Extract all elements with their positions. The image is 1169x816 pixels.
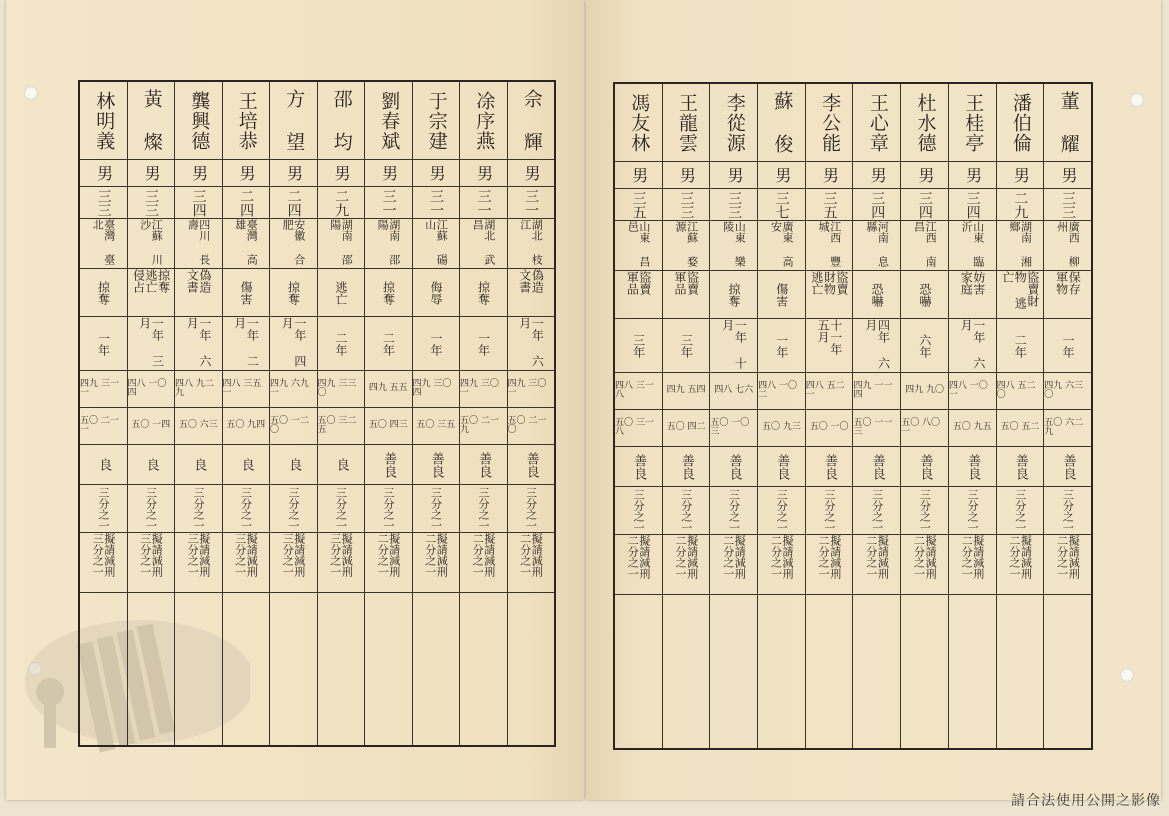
blank-cell <box>949 595 996 748</box>
age-cell: 三四 <box>901 189 948 221</box>
proposal-cell: 擬請減刑 三分之一 <box>128 533 175 593</box>
served-ratio-cell: 三分之一 <box>758 487 805 535</box>
origin-cell: 廣西 柳州 <box>1044 221 1091 271</box>
served-ratio-cell: 三分之一 <box>806 487 853 535</box>
age-cell: 三四 <box>175 187 222 219</box>
origin-cell: 江蘇 婺源 <box>663 221 710 271</box>
crime-cell: 恐嚇 <box>901 271 948 319</box>
proposal-cell: 擬請減刑 二分之一 <box>508 533 555 593</box>
age-cell: 二九 <box>997 189 1044 221</box>
date-cell: 五〇 四三 <box>365 408 412 445</box>
date-cell: 四九 九〇 <box>901 373 948 410</box>
conduct-cell: 良 <box>318 445 365 485</box>
proposal-cell: 擬請減刑 二分之一 <box>997 535 1044 595</box>
prisoner-record-column <box>459 82 507 745</box>
origin-cell: 河南 息縣 <box>853 221 900 271</box>
date-cell: 五〇 九三 <box>758 410 805 447</box>
date-cell: 四八 一〇一 <box>949 373 996 410</box>
date-cell: 五〇 八〇一 <box>901 410 948 447</box>
prisoner-record-column <box>805 84 853 748</box>
sex-cell: 男 <box>1044 162 1091 189</box>
origin-cell: 湖北 武昌 <box>460 219 507 269</box>
sex-cell: 男 <box>710 162 757 189</box>
crime-cell: 掠奪 逃亡 侵占 <box>128 269 175 317</box>
served-ratio-cell: 三分之一 <box>460 485 507 533</box>
binder-hole <box>1120 668 1134 682</box>
proposal-cell: 擬請減刑 二分之一 <box>615 535 662 595</box>
name-cell: 龔興德 <box>175 82 222 160</box>
sentence-term-cell: 一年 二月 <box>223 317 270 371</box>
sentence-term-cell: 二年 <box>997 319 1044 373</box>
proposal-cell: 擬請減刑 二分之一 <box>758 535 805 595</box>
origin-cell: 湖南 邵陽 <box>318 219 365 269</box>
date-cell: 四九 三〇一 <box>460 371 507 408</box>
blank-cell <box>1044 595 1091 748</box>
age-cell: 三一 <box>460 187 507 219</box>
sentence-term-cell: 一年 六月 <box>508 317 555 371</box>
date-cell: 四九 五四 <box>663 373 710 410</box>
origin-cell: 江蘇 川沙 <box>128 219 175 269</box>
conduct-cell: 善良 <box>853 447 900 487</box>
date-cell: 四八 九二九 <box>175 371 222 408</box>
prisoner-record-column <box>269 82 317 745</box>
date-cell: 五〇 一二〇 <box>270 408 317 445</box>
date-cell: 五〇 三二五 <box>318 408 365 445</box>
crime-cell: 掠奪 <box>365 269 412 317</box>
prisoner-record-column <box>364 82 412 745</box>
conduct-cell: 善良 <box>997 447 1044 487</box>
crime-cell: 偽造 文書 <box>175 269 222 317</box>
proposal-cell: 擬請減刑 二分之一 <box>365 533 412 593</box>
prisoner-record-column <box>900 84 948 748</box>
origin-cell: 江西 南昌 <box>901 221 948 271</box>
sentence-term-cell: 二年 <box>365 317 412 371</box>
served-ratio-cell: 三分之一 <box>80 485 127 533</box>
blank-cell <box>901 595 948 748</box>
sentence-term-cell: 一年 六月 <box>175 317 222 371</box>
age-cell: 三五 <box>806 189 853 221</box>
date-cell: 四八 五二〇 <box>997 373 1044 410</box>
conduct-cell: 良 <box>223 445 270 485</box>
prisoner-record-column <box>317 82 365 745</box>
conduct-cell: 善良 <box>663 447 710 487</box>
origin-cell: 山東 樂陵 <box>710 221 757 271</box>
name-cell: 李從源 <box>710 84 757 162</box>
crime-cell: 掠奪 <box>80 269 127 317</box>
name-cell: 方 望 <box>270 82 317 160</box>
name-cell: 王龍雲 <box>663 84 710 162</box>
blank-cell <box>80 593 127 745</box>
name-cell: 黃 燦 <box>128 82 175 160</box>
sentence-term-cell: 一年 四月 <box>270 317 317 371</box>
sex-cell: 男 <box>270 160 317 187</box>
sex-cell: 男 <box>997 162 1044 189</box>
sentence-term-cell: 一年 <box>413 317 460 371</box>
sex-cell: 男 <box>615 162 662 189</box>
proposal-cell: 擬請減刑 三分之一 <box>270 533 317 593</box>
proposal-cell: 擬請減刑 二分之一 <box>1044 535 1091 595</box>
sentence-term-cell: 一年 六月 <box>949 319 996 373</box>
name-cell: 邵 均 <box>318 82 365 160</box>
crime-cell: 盜賣財物 逃亡 <box>997 271 1044 319</box>
prisoner-record-column <box>996 84 1044 748</box>
blank-cell <box>853 595 900 748</box>
prisoner-record-column <box>852 84 900 748</box>
age-cell: 三五 <box>615 189 662 221</box>
usage-watermark: 請合法使用公開之影像 <box>1011 793 1161 809</box>
sentence-term-cell: 三年 <box>615 319 662 373</box>
name-cell: 董 耀 <box>1044 84 1091 162</box>
date-cell: 五〇 三五 <box>413 408 460 445</box>
age-cell: 三七 <box>758 189 805 221</box>
date-cell: 五〇 一〇 <box>806 410 853 447</box>
served-ratio-cell: 三分之一 <box>1044 487 1091 535</box>
origin-cell: 廣東 高安 <box>758 221 805 271</box>
crime-cell: 盜賣 財物 逃亡 <box>806 271 853 319</box>
date-cell: 四八 七六 <box>710 373 757 410</box>
date-cell: 四九 六九一 <box>270 371 317 408</box>
blank-cell <box>128 593 175 745</box>
conduct-cell: 良 <box>128 445 175 485</box>
crime-cell: 保存 軍物 <box>1044 271 1091 319</box>
date-cell: 五〇 三一八 <box>615 410 662 447</box>
date-cell: 五〇 一一三 <box>853 410 900 447</box>
sentence-term-cell: 一年 十月 <box>710 319 757 373</box>
served-ratio-cell: 三分之一 <box>128 485 175 533</box>
crime-cell: 侮辱 <box>413 269 460 317</box>
conduct-cell: 善良 <box>806 447 853 487</box>
served-ratio-cell: 三分之一 <box>663 487 710 535</box>
prisoner-record-column <box>127 82 175 745</box>
prisoner-record-column <box>1043 84 1091 748</box>
prisoner-record-column <box>615 84 662 748</box>
crime-cell: 逃亡 <box>318 269 365 317</box>
origin-cell: 湖北 枝江 <box>508 219 555 269</box>
sex-cell: 男 <box>663 162 710 189</box>
left-register-table <box>78 80 556 747</box>
name-cell: 林明義 <box>80 82 127 160</box>
sex-cell: 男 <box>853 162 900 189</box>
date-cell: 四九 三一一 <box>80 371 127 408</box>
age-cell: 二九 <box>318 187 365 219</box>
sex-cell: 男 <box>758 162 805 189</box>
served-ratio-cell: 三分之一 <box>853 487 900 535</box>
date-cell: 五〇 一〇三 <box>710 410 757 447</box>
conduct-cell: 善良 <box>365 445 412 485</box>
blank-cell <box>318 593 365 745</box>
sex-cell: 男 <box>949 162 996 189</box>
conduct-cell: 善良 <box>1044 447 1091 487</box>
served-ratio-cell: 三分之一 <box>508 485 555 533</box>
date-cell: 五〇 二一〇 <box>508 408 555 445</box>
age-cell: 三一 <box>508 187 555 219</box>
proposal-cell: 擬請減刑 二分之一 <box>710 535 757 595</box>
age-cell: 三四 <box>949 189 996 221</box>
blank-cell <box>460 593 507 745</box>
origin-cell: 安徽 合肥 <box>270 219 317 269</box>
served-ratio-cell: 三分之一 <box>997 487 1044 535</box>
crime-cell: 掠奪 <box>460 269 507 317</box>
name-cell: 劉春斌 <box>365 82 412 160</box>
date-cell: 五〇 九五 <box>949 410 996 447</box>
name-cell: 李公能 <box>806 84 853 162</box>
blank-cell <box>710 595 757 748</box>
proposal-cell: 擬請減刑 二分之一 <box>413 533 460 593</box>
age-cell: 三一 <box>365 187 412 219</box>
date-cell: 四八 三五一 <box>223 371 270 408</box>
conduct-cell: 善良 <box>615 447 662 487</box>
date-cell: 四八 一〇二 <box>758 373 805 410</box>
crime-cell: 妨害 家庭 <box>949 271 996 319</box>
date-cell: 五〇 一四 <box>128 408 175 445</box>
proposal-cell: 擬請減刑 二分之一 <box>663 535 710 595</box>
name-cell: 王培恭 <box>223 82 270 160</box>
crime-cell: 傷害 <box>223 269 270 317</box>
conduct-cell: 善良 <box>710 447 757 487</box>
name-cell: 王桂亭 <box>949 84 996 162</box>
sentence-term-cell: 三年 <box>663 319 710 373</box>
proposal-cell: 擬請減刑 二分之一 <box>901 535 948 595</box>
conduct-cell: 善良 <box>758 447 805 487</box>
prisoner-record-column <box>948 84 996 748</box>
origin-cell: 山東 臨沂 <box>949 221 996 271</box>
blank-cell <box>806 595 853 748</box>
date-cell: 五〇 二一一 <box>80 408 127 445</box>
proposal-cell: 擬請減刑 二分之一 <box>806 535 853 595</box>
proposal-cell: 擬請減刑 二分之一 <box>460 533 507 593</box>
served-ratio-cell: 三分之一 <box>710 487 757 535</box>
sex-cell: 男 <box>128 160 175 187</box>
binder-hole <box>24 86 38 100</box>
sentence-term-cell: 一年 <box>80 317 127 371</box>
origin-cell: 臺灣 臺北 <box>80 219 127 269</box>
blank-cell <box>413 593 460 745</box>
name-cell: 杜水德 <box>901 84 948 162</box>
age-cell: 三三 <box>663 189 710 221</box>
sex-cell: 男 <box>508 160 555 187</box>
prisoner-record-column <box>222 82 270 745</box>
proposal-cell: 擬請減刑 二分之一 <box>949 535 996 595</box>
conduct-cell: 良 <box>175 445 222 485</box>
age-cell: 二四 <box>270 187 317 219</box>
sex-cell: 男 <box>175 160 222 187</box>
conduct-cell: 善良 <box>508 445 555 485</box>
blank-cell <box>758 595 805 748</box>
proposal-cell: 擬請減刑 三分之一 <box>223 533 270 593</box>
name-cell: 蘇 俊 <box>758 84 805 162</box>
name-cell: 于宗建 <box>413 82 460 160</box>
proposal-cell: 擬請減刑 二分之一 <box>853 535 900 595</box>
conduct-cell: 善良 <box>460 445 507 485</box>
blank-cell <box>508 593 555 745</box>
conduct-cell: 良 <box>270 445 317 485</box>
sentence-term-cell: 一年 三月 <box>128 317 175 371</box>
date-cell: 四九 六三〇 <box>1044 373 1091 410</box>
proposal-cell: 擬請減刑 三分之一 <box>175 533 222 593</box>
blank-cell <box>997 595 1044 748</box>
date-cell: 四九 三〇一 <box>508 371 555 408</box>
prisoner-record-column <box>757 84 805 748</box>
sex-cell: 男 <box>223 160 270 187</box>
origin-cell: 湖南 湘鄉 <box>997 221 1044 271</box>
sex-cell: 男 <box>806 162 853 189</box>
sentence-term-cell: 一年 <box>1044 319 1091 373</box>
origin-cell: 湖南 邵陽 <box>365 219 412 269</box>
prisoner-record-column <box>80 82 127 745</box>
date-cell: 四八 五二一 <box>806 373 853 410</box>
right-register-table <box>613 82 1093 750</box>
served-ratio-cell: 三分之一 <box>175 485 222 533</box>
date-cell: 五〇 九四 <box>223 408 270 445</box>
sex-cell: 男 <box>901 162 948 189</box>
origin-cell: 臺灣 高雄 <box>223 219 270 269</box>
sentence-term-cell: 四年 六月 <box>853 319 900 373</box>
sex-cell: 男 <box>460 160 507 187</box>
date-cell: 四八 三一八 <box>615 373 662 410</box>
date-cell: 四八 一〇四 <box>128 371 175 408</box>
conduct-cell: 善良 <box>949 447 996 487</box>
date-cell: 五〇 五二 <box>997 410 1044 447</box>
origin-cell: 江西 豐城 <box>806 221 853 271</box>
blank-cell <box>663 595 710 748</box>
proposal-cell: 擬請減刑 三分之一 <box>80 533 127 593</box>
date-cell: 五〇 六三 <box>175 408 222 445</box>
origin-cell: 山東 昌邑 <box>615 221 662 271</box>
sentence-term-cell: 六年 <box>901 319 948 373</box>
sentence-term-cell: 一年 <box>460 317 507 371</box>
date-cell: 四九 一一四 <box>853 373 900 410</box>
date-cell: 四九 五五 <box>365 371 412 408</box>
age-cell: 三四 <box>853 189 900 221</box>
crime-cell: 掠奪 <box>710 271 757 319</box>
crime-cell: 偽造 文書 <box>508 269 555 317</box>
conduct-cell: 善良 <box>413 445 460 485</box>
sentence-term-cell: 十一年 五月 <box>806 319 853 373</box>
sex-cell: 男 <box>318 160 365 187</box>
crime-cell: 傷害 <box>758 271 805 319</box>
proposal-cell: 擬請減刑 三分之一 <box>318 533 365 593</box>
origin-cell: 江蘇 碭山 <box>413 219 460 269</box>
served-ratio-cell: 三分之一 <box>223 485 270 533</box>
blank-cell <box>223 593 270 745</box>
conduct-cell: 良 <box>80 445 127 485</box>
date-cell: 五〇 六二九 <box>1044 410 1091 447</box>
prisoner-record-column <box>662 84 710 748</box>
sex-cell: 男 <box>80 160 127 187</box>
date-cell: 五〇 二一九 <box>460 408 507 445</box>
age-cell: 三一 <box>413 187 460 219</box>
date-cell: 四九 三〇四 <box>413 371 460 408</box>
sentence-term-cell: 一年 <box>758 319 805 373</box>
sex-cell: 男 <box>413 160 460 187</box>
prisoner-record-column <box>507 82 555 745</box>
crime-cell: 盜賣 軍品 <box>663 271 710 319</box>
name-cell: 凃序燕 <box>460 82 507 160</box>
sentence-term-cell: 二年 <box>318 317 365 371</box>
blank-cell <box>615 595 662 748</box>
name-cell: 馮友林 <box>615 84 662 162</box>
blank-cell <box>365 593 412 745</box>
served-ratio-cell: 三分之一 <box>413 485 460 533</box>
blank-cell <box>270 593 317 745</box>
served-ratio-cell: 三分之一 <box>901 487 948 535</box>
age-cell: 三三 <box>710 189 757 221</box>
served-ratio-cell: 三分之一 <box>615 487 662 535</box>
name-cell: 王心章 <box>853 84 900 162</box>
crime-cell: 恐嚇 <box>853 271 900 319</box>
date-cell: 五〇 四二 <box>663 410 710 447</box>
prisoner-record-column <box>709 84 757 748</box>
served-ratio-cell: 三分之一 <box>270 485 317 533</box>
crime-cell: 盜賣 軍品 <box>615 271 662 319</box>
served-ratio-cell: 三分之一 <box>318 485 365 533</box>
prisoner-record-column <box>412 82 460 745</box>
age-cell: 三三 <box>80 187 127 219</box>
date-cell: 四九 三三〇 <box>318 371 365 408</box>
binder-hole <box>1130 93 1144 107</box>
age-cell: 三三 <box>1044 189 1091 221</box>
crime-cell: 掠奪 <box>270 269 317 317</box>
sex-cell: 男 <box>365 160 412 187</box>
origin-cell: 四川 長壽 <box>175 219 222 269</box>
name-cell: 潘伯倫 <box>997 84 1044 162</box>
blank-cell <box>175 593 222 745</box>
conduct-cell: 善良 <box>901 447 948 487</box>
prisoner-record-column <box>174 82 222 745</box>
age-cell: 三三 <box>128 187 175 219</box>
age-cell: 二四 <box>223 187 270 219</box>
served-ratio-cell: 三分之一 <box>365 485 412 533</box>
served-ratio-cell: 三分之一 <box>949 487 996 535</box>
name-cell: 佘 輝 <box>508 82 555 160</box>
